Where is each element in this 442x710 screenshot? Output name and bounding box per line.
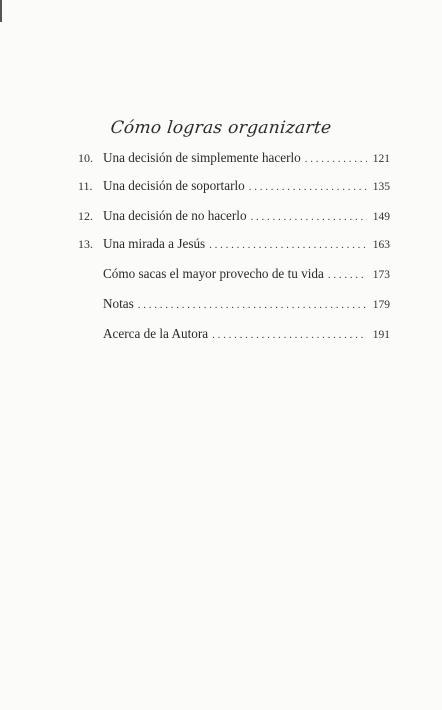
page-edge-mark: [0, 0, 2, 22]
toc-entry-page: 163: [372, 239, 390, 251]
toc-dot-leader: [209, 239, 367, 251]
toc-entry-title: Una mirada a Jesús: [103, 236, 206, 251]
toc-entry-page: 173: [372, 269, 390, 281]
toc-dot-leader: [249, 181, 367, 193]
section-title: Cómo logras organizarte: [109, 118, 333, 138]
toc-entry: [78, 150, 390, 172]
toc-entry: [78, 236, 390, 258]
toc-entry-title: Una decisión de no hacerlo: [103, 208, 247, 223]
toc-entry-title: Cómo sacas el mayor provecho de tu vida: [103, 266, 324, 281]
toc-dot-leader: [305, 153, 367, 165]
toc-entry-title: Notas: [103, 296, 134, 311]
toc-entry-title: Acerca de la Autora: [103, 326, 209, 341]
toc-entry-title: Una decisión de simplemente hacerlo: [103, 150, 301, 165]
toc-entry-page: 135: [372, 181, 390, 193]
toc-entry-page: 121: [372, 153, 390, 165]
toc-entry-number: 12.: [78, 209, 93, 223]
toc-dot-leader: [328, 269, 367, 281]
toc-entry-number: 10.: [78, 151, 93, 165]
toc-entry-page: 191: [372, 329, 390, 341]
toc-entry: [78, 178, 390, 200]
toc-dot-leader: [138, 299, 367, 311]
toc-entry-title: Una decisión de soportarlo: [103, 178, 245, 193]
toc-entry-number: 13.: [78, 237, 93, 251]
toc-dot-leader: [251, 211, 367, 223]
toc-entry-number: 11.: [78, 179, 93, 193]
toc-entry-page: 149: [372, 211, 390, 223]
toc-entry: [78, 208, 390, 230]
toc-dot-leader: [212, 329, 367, 341]
toc-entry: [78, 326, 390, 348]
toc-entry: [78, 296, 390, 318]
toc-entry-page: 179: [372, 299, 390, 311]
toc-entry: [78, 266, 390, 288]
